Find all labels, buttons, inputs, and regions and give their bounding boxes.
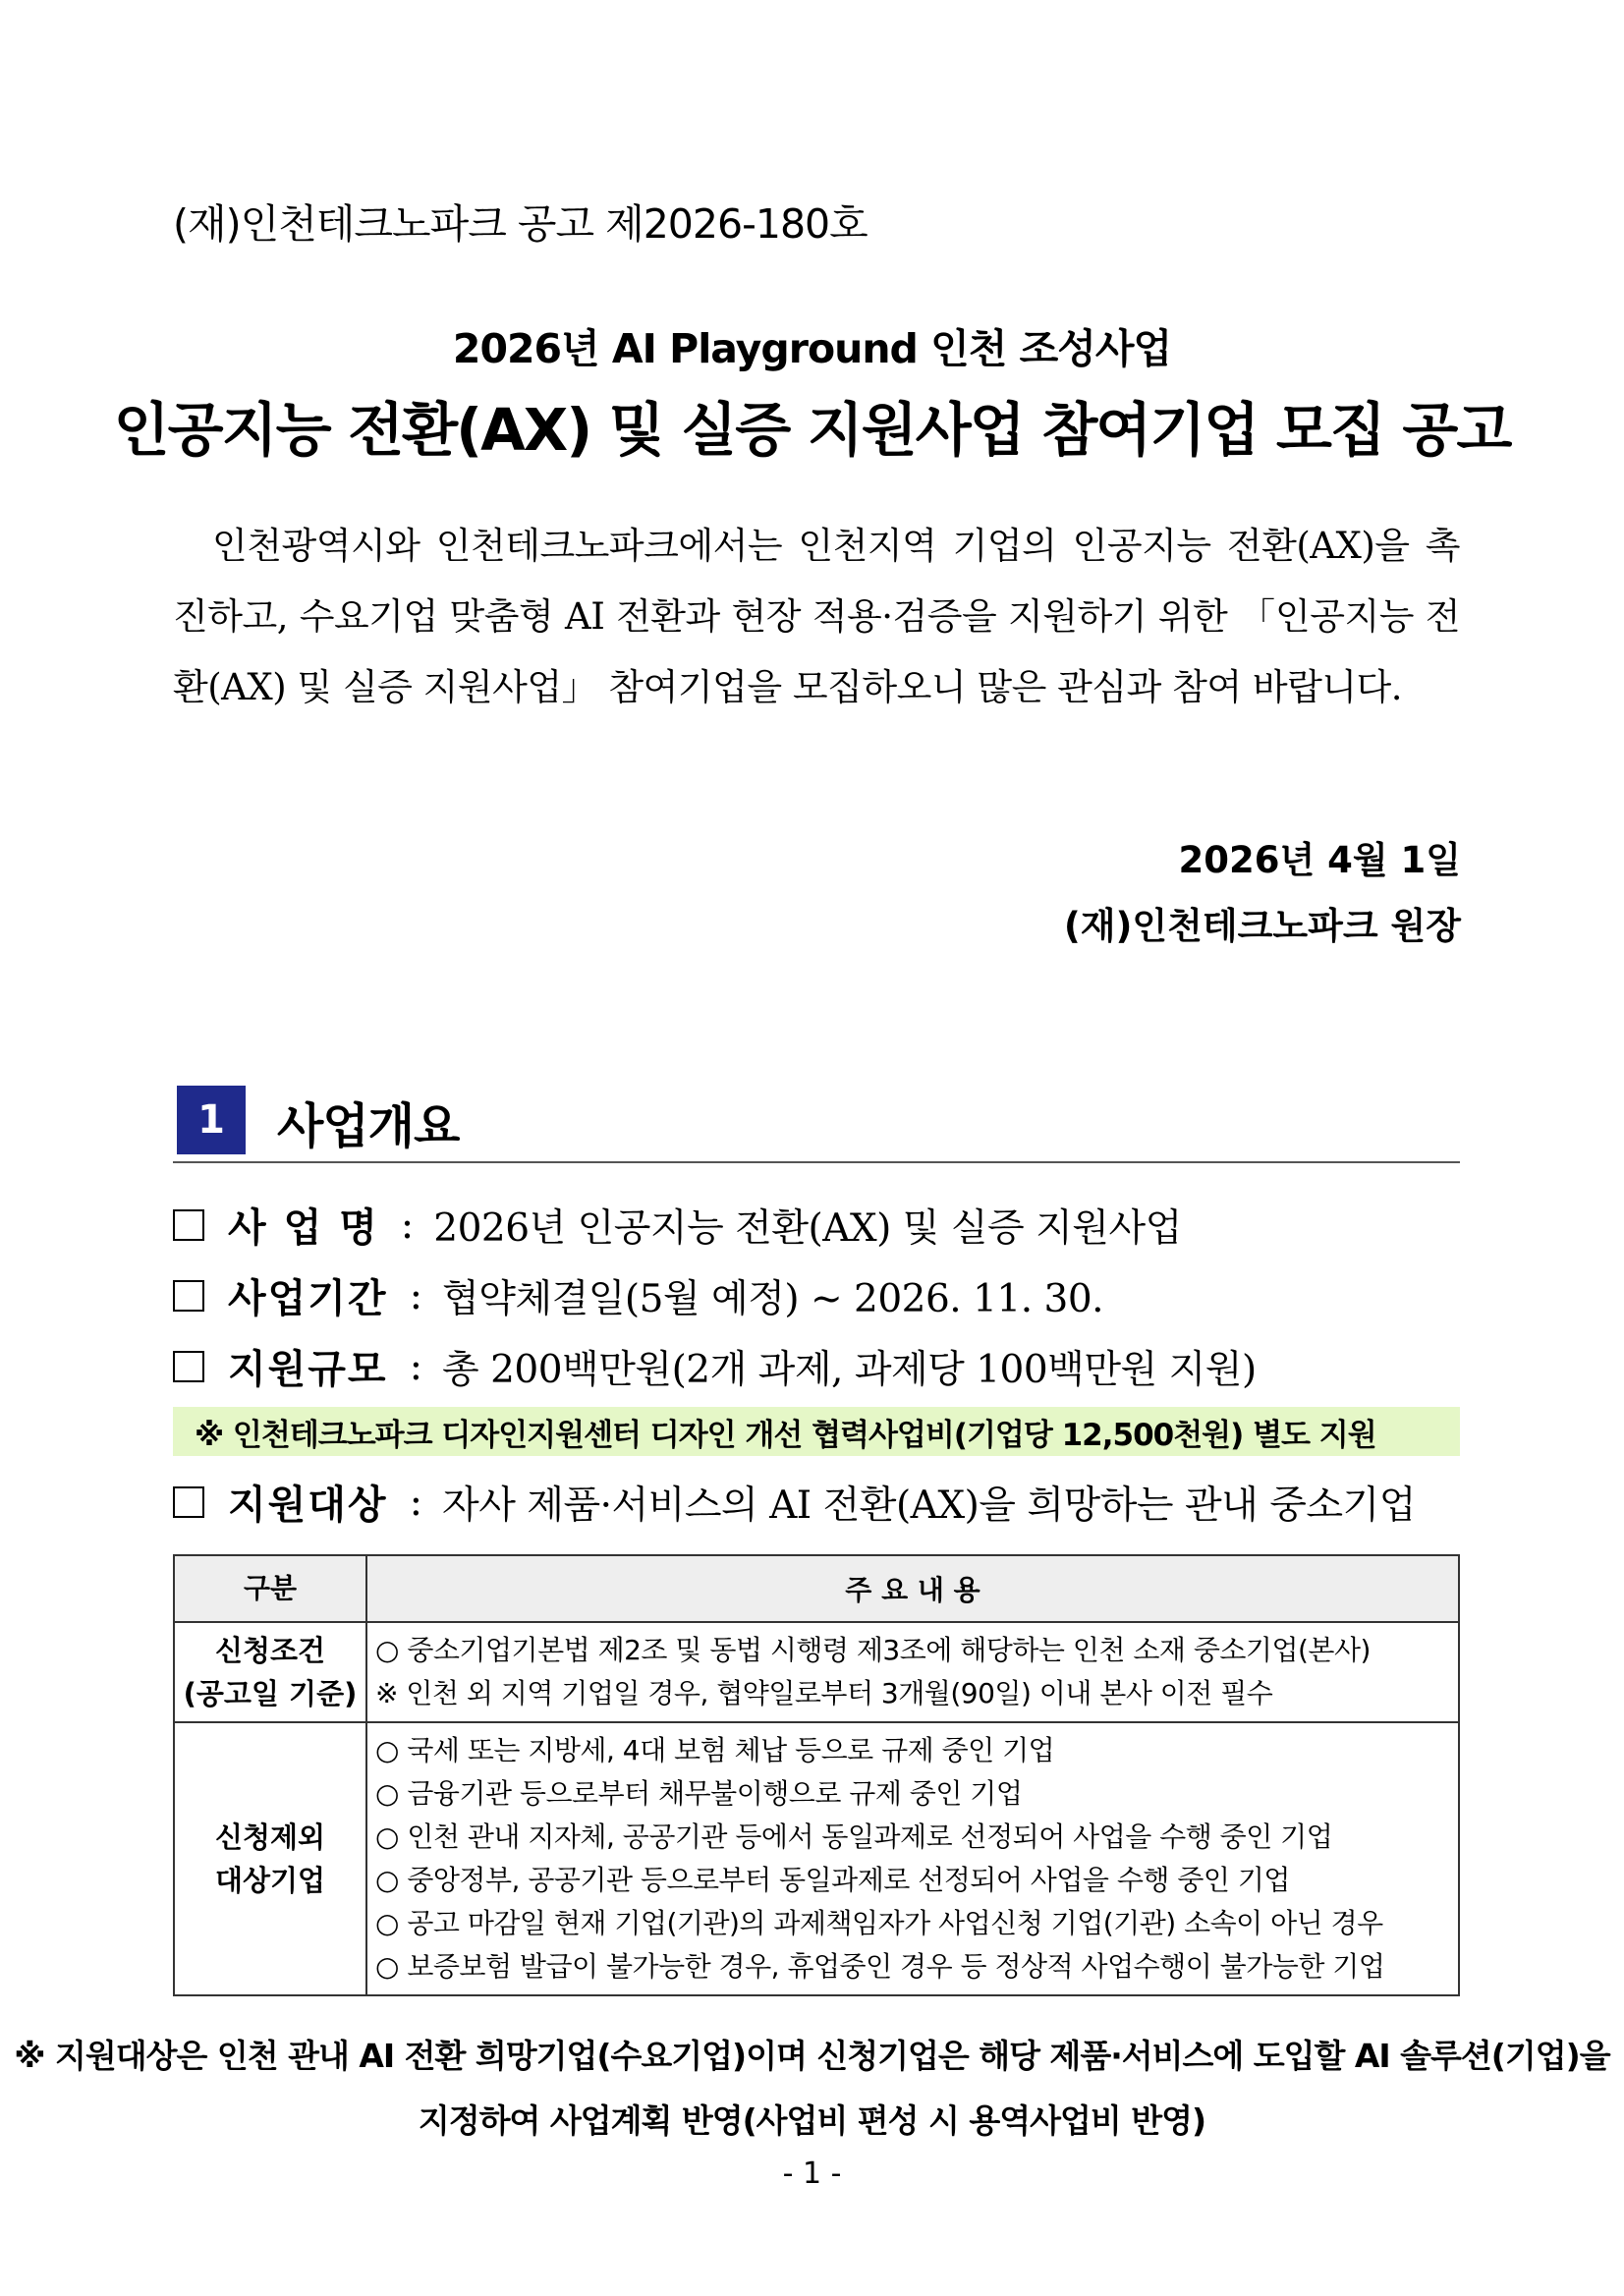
header-content: 주 요 내 용 (366, 1555, 1459, 1622)
bullet-value: 총 200백만원(2개 과제, 과제당 100백만원 지원) (442, 1347, 1257, 1392)
row-category (174, 1722, 366, 1995)
bullet-colon: : (409, 1343, 423, 1389)
highlight-note: ※ 인천테크노파크 디자인지원센터 디자인 개선 협력사업비(기업당 12,500천원) 별도 지원 (173, 1407, 1460, 1456)
eligibility-table (173, 1554, 1460, 1996)
main-title: 인공지능 전환(AX) 및 실증 지원사업 참여기업 모집 공고 (113, 396, 1511, 464)
bullet-support-scale (173, 1338, 1257, 1394)
row-category (174, 1622, 366, 1722)
bullet-colon: : (409, 1272, 423, 1318)
bullet-value: 협약체결일(5월 예정) ~ 2026. 11. 30. (442, 1276, 1104, 1321)
section-title: 사업개요 (277, 1098, 460, 1154)
content-line: ○ 국세 또는 지방세, 4대 보험 체납 등으로 규제 중인 기업 (375, 1734, 1055, 1766)
bullet-value: 자사 제품·서비스의 AI 전환(AX)을 희망하는 관내 중소기업 (442, 1483, 1416, 1528)
row-content (366, 1622, 1459, 1722)
content-line: ○ 공고 마감일 현재 기업(기관)의 과제책임자가 사업신청 기업(기관) 소속이 아닌 경우 (375, 1907, 1383, 1939)
bullet-colon: : (400, 1202, 415, 1248)
checkbox-icon (173, 1209, 204, 1241)
content-line: ○ 중앙정부, 공공기관 등으로부터 동일과제로 선정되어 사업을 수행 중인 기업 (375, 1864, 1290, 1896)
content-line: ○ 보증보험 발급이 불가능한 경우, 휴업중인 경우 등 정상적 사업수행이 불가능한 기업 (375, 1950, 1385, 1983)
category-line: 신청조건 (214, 1634, 326, 1667)
page-number: - 1 - (782, 2156, 842, 2191)
section-number-badge: 1 (177, 1086, 246, 1154)
bullet-colon: : (409, 1479, 423, 1525)
bullet-support-target (173, 1474, 1416, 1530)
bullet-project-name (173, 1197, 1182, 1253)
category-line: (공고일 기준) (183, 1677, 358, 1710)
notice-number: (재)인천테크노파크 공고 제2026-180호 (173, 200, 868, 248)
footnote: ※ 지원대상은 인천 관내 AI 전환 희망기업(수요기업)이며 신청기업은 해당 제품·서비스에 도입할 AI 솔루션(기업)을 지정하여 사업계획 반영(사업비 편성 시 용역사업비 반영) (14, 2037, 1610, 2140)
category-line: 신청제외 (214, 1820, 326, 1854)
intro-paragraph: 인천광역시와 인천테크노파크에서는 인천지역 기업의 인공지능 전환(AX)을 촉진하고, 수요기업 맞춤형 AI 전환과 현장 적용·검증을 지원하기 위한 「인공지능 전환(AX) 및 실증 지원사업」 참여기업을 모집하오니 많은 관심과 참여 바랍니다. (173, 525, 1460, 708)
checkbox-icon (173, 1486, 204, 1518)
table-row (174, 1622, 1459, 1722)
bullet-project-period (173, 1267, 1103, 1323)
content-line: ○ 중소기업기본법 제2조 및 동법 시행령 제3조에 해당하는 인천 소재 중소기업(본사) (375, 1634, 1371, 1666)
table-row (174, 1722, 1459, 1995)
bullet-label: 사업기간 (228, 1275, 388, 1321)
sub-title: 2026년 AI Playground 인천 조성사업 (452, 325, 1172, 372)
bullet-label: 지원대상 (228, 1482, 388, 1528)
content-line: ○ 금융기관 등으로부터 채무불이행으로 규제 중인 기업 (375, 1777, 1023, 1810)
content-line: ※ 인천 외 지역 기업일 경우, 협약일로부터 3개월(90일) 이내 본사 이전 필수 (375, 1677, 1273, 1709)
category-line: 대상기업 (214, 1864, 326, 1897)
announcement-date: 2026년 4월 1일 (1178, 839, 1461, 881)
section-divider (173, 1161, 1460, 1163)
row-content (366, 1722, 1459, 1995)
header-category: 구분 (174, 1555, 366, 1622)
table-header-row (174, 1555, 1459, 1622)
checkbox-icon (173, 1351, 204, 1382)
signer: (재)인천테크노파크 원장 (1063, 905, 1461, 947)
bullet-value: 2026년 인공지능 전환(AX) 및 실증 지원사업 (433, 1205, 1182, 1251)
content-line: ○ 인천 관내 지자체, 공공기관 등에서 동일과제로 선정되어 사업을 수행 중인 기업 (375, 1820, 1333, 1853)
bullet-label: 사 업 명 (228, 1204, 379, 1251)
bullet-label: 지원규모 (228, 1346, 388, 1392)
checkbox-icon (173, 1280, 204, 1312)
